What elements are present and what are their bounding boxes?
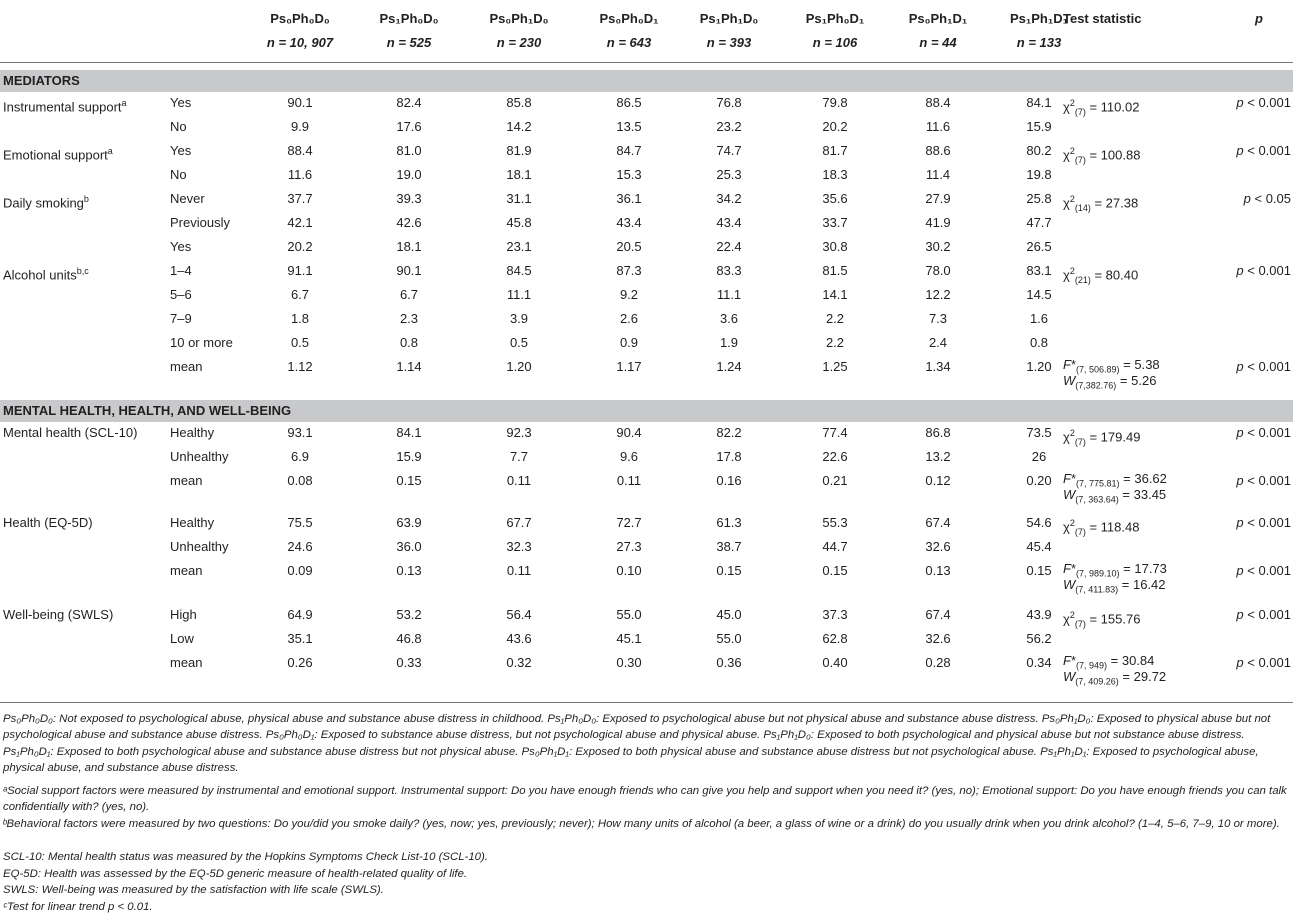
- header-n-row: [0, 32, 1293, 56]
- p-value: p < 0.001: [1236, 473, 1291, 488]
- cell-value: 0.11: [506, 473, 532, 488]
- test-statistic: $\chi^2_{(14)} = 27.38$: [1063, 194, 1139, 213]
- group-n-3: n = 643: [606, 35, 652, 50]
- variable-label: Health (EQ-5D): [3, 515, 93, 530]
- cell-value: 36.0: [396, 539, 422, 554]
- cell-value: 22.6: [822, 449, 848, 464]
- table-row: [0, 164, 1293, 188]
- table-row: [0, 212, 1293, 236]
- footnote-5: SWLS: Well-being was measured by the satisfaction with life scale (SWLS).: [3, 884, 384, 896]
- cell-value: 38.7: [716, 539, 742, 554]
- cell-value: 0.11: [616, 473, 642, 488]
- table-row: [0, 446, 1293, 470]
- cell-value: 15.3: [616, 167, 642, 182]
- cell-value: 7.7: [509, 449, 529, 464]
- cell-value: 27.9: [925, 191, 951, 206]
- footnote-2: ᵇBehavioral factors were measured by two questions: Do you/did you smoke daily? (yes, now; yes, previously; never); How many units of alcohol (a beer, a glass of wine or a drink) do you usually drink when you drink alcohol? (1–4, 5–6, 7–9, 10 or more).: [3, 818, 1280, 830]
- cell-value: 20.2: [287, 239, 313, 254]
- cell-value: 81.5: [822, 263, 848, 278]
- test-statistic-secondary: $W_{(7, 411.83)} = 16.42$: [1063, 577, 1166, 595]
- cell-value: 76.8: [716, 95, 742, 110]
- cell-value: 30.2: [925, 239, 951, 254]
- group-label-3: Ps₀Ph₀D₁: [599, 11, 659, 26]
- cell-value: 47.7: [1026, 215, 1052, 230]
- cell-value: 42.6: [396, 215, 422, 230]
- cell-value: 0.20: [1026, 473, 1052, 488]
- cell-value: 0.13: [396, 563, 422, 578]
- test-statistic-secondary: $W_{(7,382.76)} = 5.26$: [1063, 373, 1157, 391]
- cell-value: 0.08: [287, 473, 313, 488]
- cell-value: 53.2: [396, 607, 422, 622]
- cell-value: 63.9: [396, 515, 422, 530]
- cell-value: 11.6: [287, 167, 313, 182]
- cell-value: 18.1: [506, 167, 532, 182]
- table-row: [0, 284, 1293, 308]
- cell-value: 55.0: [616, 607, 642, 622]
- cell-value: 43.6: [506, 631, 532, 646]
- level-label: Unhealthy: [170, 449, 229, 464]
- cell-value: 41.9: [925, 215, 951, 230]
- group-label-2: Ps₀Ph₁D₀: [489, 11, 549, 26]
- group-n-2: n = 230: [496, 35, 542, 50]
- level-label: mean: [170, 473, 203, 488]
- cell-value: 92.3: [506, 425, 532, 440]
- cell-value: 39.3: [396, 191, 422, 206]
- cell-value: 2.6: [619, 311, 639, 326]
- cell-value: 1.14: [396, 359, 422, 374]
- table-row: [0, 188, 1293, 212]
- cell-value: 90.1: [396, 263, 422, 278]
- cell-value: 82.2: [716, 425, 742, 440]
- group-n-0: n = 10, 907: [266, 35, 334, 50]
- cell-value: 37.3: [822, 607, 848, 622]
- cell-value: 0.34: [1026, 655, 1052, 670]
- cell-value: 90.4: [616, 425, 642, 440]
- cell-value: 77.4: [822, 425, 848, 440]
- cell-value: 32.6: [925, 539, 951, 554]
- cell-value: 0.10: [616, 563, 642, 578]
- footnote-marker: b: [83, 194, 89, 204]
- cell-value: 0.5: [509, 335, 529, 350]
- level-label: 1–4: [170, 263, 192, 278]
- footnote-marker: b,c: [76, 266, 89, 276]
- cell-value: 0.8: [1029, 335, 1049, 350]
- cell-value: 43.4: [616, 215, 642, 230]
- cell-value: 26: [1031, 449, 1047, 464]
- footnote-3: SCL-10: Mental health status was measured by the Hopkins Symptoms Check List-10 (SCL-10).: [3, 851, 488, 863]
- cell-value: 31.1: [506, 191, 532, 206]
- cell-value: 78.0: [925, 263, 951, 278]
- test-statistic-header: Test statistic: [1063, 11, 1142, 26]
- variable-label: Mental health (SCL-10): [3, 425, 138, 440]
- cell-value: 83.1: [1026, 263, 1052, 278]
- footnote-4: EQ-5D: Health was assessed by the EQ-5D generic measure of health-related quality of life.: [3, 868, 468, 880]
- cell-value: 34.2: [716, 191, 742, 206]
- cell-value: 36.1: [616, 191, 642, 206]
- table-row: [0, 422, 1293, 446]
- cell-value: 0.15: [396, 473, 422, 488]
- level-label: mean: [170, 655, 203, 670]
- level-label: 5–6: [170, 287, 192, 302]
- cell-value: 75.5: [287, 515, 313, 530]
- variable-label: Daily smoking$^b$: [3, 194, 89, 211]
- level-label: Yes: [170, 143, 192, 158]
- cell-value: 23.2: [716, 119, 742, 134]
- level-label: High: [170, 607, 197, 622]
- cell-value: 1.34: [925, 359, 951, 374]
- cell-value: 56.4: [506, 607, 532, 622]
- cell-value: 45.1: [616, 631, 642, 646]
- cell-value: 33.7: [822, 215, 848, 230]
- cell-value: 44.7: [822, 539, 848, 554]
- group-n-1: n = 525: [386, 35, 432, 50]
- footnote-0: Ps₀Ph₀D₀: Not exposed to psychological abuse, physical abuse and substance abuse distress in childhood. Ps₁Ph₀D₀: Exposed to psychological abuse but not physical abuse and substance abuse distress. Ps₀Ph₁D₀: Exposed to physical abuse but not psychological abuse and substance abuse distress. Ps₀Ph₀D₁: Exposed to substance abuse distress, but not psychological abuse and physical abuse. Ps₁Ph₁D₀: Exposed to both psychological and physical abuse but not substance abuse distress. Ps₁Ph₀D₁: Exposed to both psychological abuse and substance abuse distress but not physical abuse. Ps₀Ph₁D₁: Exposed to both physical abuse and substance abuse distress but not psychological abuse. Ps₁Ph₁D₁: Exposed to psychological abuse, physical abuse, and substance abuse distress.: [3, 713, 1271, 774]
- cell-value: 1.25: [822, 359, 848, 374]
- variable-label: Instrumental support$^a$: [3, 98, 127, 115]
- cell-value: 26.5: [1026, 239, 1052, 254]
- cell-value: 6.9: [290, 449, 310, 464]
- section-mediators: MEDIATORS: [0, 70, 1293, 92]
- cell-value: 0.12: [925, 473, 951, 488]
- cell-value: 23.1: [506, 239, 532, 254]
- cell-value: 45.0: [716, 607, 742, 622]
- cell-value: 42.1: [287, 215, 313, 230]
- group-n-5: n = 106: [812, 35, 858, 50]
- group-label-6: Ps₀Ph₁D₁: [908, 11, 968, 26]
- cell-value: 0.15: [716, 563, 742, 578]
- cell-value: 0.40: [822, 655, 848, 670]
- cell-value: 1.8: [290, 311, 310, 326]
- cell-value: 35.1: [287, 631, 313, 646]
- table-row: [0, 356, 1293, 391]
- cell-value: 2.3: [399, 311, 419, 326]
- p-value: p < 0.001: [1236, 143, 1291, 158]
- footnote-6: ᶜTest for linear trend p < 0.01.: [3, 901, 153, 913]
- cell-value: 25.8: [1026, 191, 1052, 206]
- cell-value: 55.0: [716, 631, 742, 646]
- cell-value: 27.3: [616, 539, 642, 554]
- cell-value: 11.1: [506, 287, 532, 302]
- group-n-4: n = 393: [706, 35, 752, 50]
- cell-value: 90.1: [287, 95, 313, 110]
- cell-value: 62.8: [822, 631, 848, 646]
- level-label: Never: [170, 191, 205, 206]
- cell-value: 20.2: [822, 119, 848, 134]
- table-row: [0, 260, 1293, 284]
- test-statistic: $F*_{(7, 775.81)} = 36.62$: [1063, 471, 1167, 489]
- cell-value: 54.6: [1026, 515, 1052, 530]
- cell-value: 15.9: [1026, 119, 1052, 134]
- cell-value: 6.7: [399, 287, 419, 302]
- cell-value: 1.12: [287, 359, 313, 374]
- table-row: [0, 560, 1293, 595]
- table-row: [0, 140, 1293, 164]
- cell-value: 0.26: [287, 655, 313, 670]
- cell-value: 15.9: [396, 449, 422, 464]
- level-label: Yes: [170, 239, 192, 254]
- cell-value: 18.3: [822, 167, 848, 182]
- footnote-marker: a: [107, 146, 113, 156]
- p-value: p < 0.001: [1236, 563, 1291, 578]
- cell-value: 0.09: [287, 563, 313, 578]
- group-label-4: Ps₁Ph₁D₀: [699, 11, 759, 26]
- cell-value: 67.7: [506, 515, 532, 530]
- group-n-7: n = 133: [1016, 35, 1062, 50]
- cell-value: 86.8: [925, 425, 951, 440]
- test-statistic: $\chi^2_{(7)} = 118.48$: [1063, 518, 1140, 537]
- cell-value: 0.30: [616, 655, 642, 670]
- table-row: [0, 308, 1293, 332]
- cell-value: 3.9: [509, 311, 529, 326]
- cell-value: 93.1: [287, 425, 313, 440]
- cell-value: 25.3: [716, 167, 742, 182]
- cell-value: 0.16: [716, 473, 742, 488]
- cell-value: 14.2: [506, 119, 532, 134]
- cell-value: 79.8: [822, 95, 848, 110]
- level-label: 10 or more: [170, 335, 233, 350]
- cell-value: 82.4: [396, 95, 422, 110]
- section-mental-health: MENTAL HEALTH, HEALTH, AND WELL-BEING: [0, 400, 1293, 422]
- group-label-0: Ps₀Ph₀D₀: [270, 11, 330, 26]
- cell-value: 0.13: [925, 563, 951, 578]
- cell-value: 9.6: [619, 449, 639, 464]
- cell-value: 1.24: [716, 359, 742, 374]
- cell-value: 37.7: [287, 191, 313, 206]
- variable-label: Well-being (SWLS): [3, 607, 114, 622]
- group-label-7: Ps₁Ph₁D₁: [1009, 11, 1069, 26]
- level-label: Previously: [170, 215, 230, 230]
- cell-value: 11.6: [925, 119, 951, 134]
- cell-value: 9.9: [290, 119, 310, 134]
- cell-value: 3.6: [719, 311, 739, 326]
- variable-label: Emotional support$^a$: [3, 146, 113, 163]
- footnote-1: ᵃSocial support factors were measured by instrumental and emotional support. Instrumental support: Do you have enough friends who can give you help and support when you need it? (yes, no); Emotional support: Do you have enough friends you can talk confidentially with? (yes, no).: [3, 785, 1287, 814]
- cell-value: 1.20: [506, 359, 532, 374]
- cell-value: 45.8: [506, 215, 532, 230]
- cell-value: 88.6: [925, 143, 951, 158]
- cell-value: 24.6: [287, 539, 313, 554]
- cell-value: 0.5: [290, 335, 310, 350]
- test-statistic: $\chi^2_{(7)} = 100.88$: [1063, 146, 1141, 165]
- cell-value: 17.8: [716, 449, 742, 464]
- cell-value: 87.3: [616, 263, 642, 278]
- table-row: [0, 604, 1293, 628]
- p-header: p: [1255, 11, 1263, 26]
- cell-value: 80.2: [1026, 143, 1052, 158]
- cell-value: 12.2: [925, 287, 951, 302]
- level-label: Healthy: [170, 515, 215, 530]
- table-row: [0, 512, 1293, 536]
- table-row: [0, 116, 1293, 140]
- p-value: p < 0.05: [1243, 191, 1291, 206]
- test-statistic-secondary: $W_{(7, 363.64)} = 33.45$: [1063, 487, 1167, 505]
- group-label-5: Ps₁Ph₀D₁: [805, 11, 865, 26]
- cell-value: 7.3: [928, 311, 948, 326]
- cell-value: 67.4: [925, 515, 951, 530]
- cell-value: 17.6: [396, 119, 422, 134]
- cell-value: 30.8: [822, 239, 848, 254]
- test-statistic: $\chi^2_{(21)} = 80.40$: [1063, 266, 1139, 285]
- cell-value: 1.9: [719, 335, 739, 350]
- p-value: p < 0.001: [1236, 263, 1291, 278]
- test-statistic: $F*_{(7, 506.89)} = 5.38$: [1063, 357, 1160, 375]
- level-label: mean: [170, 563, 203, 578]
- table-row: [0, 236, 1293, 260]
- p-value: p < 0.001: [1236, 655, 1291, 670]
- cell-value: 81.0: [396, 143, 422, 158]
- table-row: [0, 332, 1293, 356]
- cell-value: 74.7: [716, 143, 742, 158]
- cell-value: 84.5: [506, 263, 532, 278]
- group-label-1: Ps₁Ph₀D₀: [379, 11, 439, 26]
- cell-value: 19.8: [1026, 167, 1052, 182]
- cell-value: 0.8: [399, 335, 419, 350]
- cell-value: 11.4: [925, 167, 951, 182]
- cell-value: 2.2: [825, 311, 845, 326]
- cell-value: 1.6: [1029, 311, 1049, 326]
- table-row: [0, 628, 1293, 652]
- footnote-marker: a: [121, 98, 127, 108]
- cell-value: 0.11: [506, 563, 532, 578]
- level-label: 7–9: [170, 311, 192, 326]
- cell-value: 81.9: [506, 143, 532, 158]
- table-row: [0, 652, 1293, 687]
- level-label: No: [170, 119, 187, 134]
- cell-value: 43.4: [716, 215, 742, 230]
- cell-value: 0.32: [506, 655, 532, 670]
- cell-value: 0.28: [925, 655, 951, 670]
- cell-value: 86.5: [616, 95, 642, 110]
- cell-value: 0.21: [822, 473, 848, 488]
- cell-value: 84.1: [396, 425, 422, 440]
- cell-value: 1.17: [616, 359, 642, 374]
- level-label: mean: [170, 359, 203, 374]
- p-value: p < 0.001: [1236, 95, 1291, 110]
- test-statistic: $\chi^2_{(7)} = 155.76$: [1063, 610, 1141, 629]
- cell-value: 55.3: [822, 515, 848, 530]
- cell-value: 2.4: [928, 335, 948, 350]
- cell-value: 45.4: [1026, 539, 1052, 554]
- p-value: p < 0.001: [1236, 607, 1291, 622]
- test-statistic: $F*_{(7, 949)} = 30.84$: [1063, 653, 1155, 671]
- cell-value: 43.9: [1026, 607, 1052, 622]
- cell-value: 2.2: [825, 335, 845, 350]
- cell-value: 56.2: [1026, 631, 1052, 646]
- p-value: p < 0.001: [1236, 515, 1291, 530]
- header-row: [0, 8, 1293, 32]
- header-rule: [0, 62, 1293, 63]
- p-value: p < 0.001: [1236, 425, 1291, 440]
- cell-value: 14.5: [1026, 287, 1052, 302]
- cell-value: 67.4: [925, 607, 951, 622]
- cell-value: 0.9: [619, 335, 639, 350]
- level-label: Low: [170, 631, 194, 646]
- cell-value: 83.3: [716, 263, 742, 278]
- level-label: Yes: [170, 95, 192, 110]
- cell-value: 22.4: [716, 239, 742, 254]
- cell-value: 85.8: [506, 95, 532, 110]
- cell-value: 9.2: [619, 287, 639, 302]
- p-value: p < 0.001: [1236, 359, 1291, 374]
- level-label: Unhealthy: [170, 539, 229, 554]
- cell-value: 20.5: [616, 239, 642, 254]
- cell-value: 81.7: [822, 143, 848, 158]
- cell-value: 0.36: [716, 655, 742, 670]
- cell-value: 73.5: [1026, 425, 1052, 440]
- cell-value: 19.0: [396, 167, 422, 182]
- cell-value: 88.4: [287, 143, 313, 158]
- cell-value: 1.20: [1026, 359, 1052, 374]
- table-bottom-rule: [0, 702, 1293, 703]
- table-row: [0, 536, 1293, 560]
- cell-value: 84.1: [1026, 95, 1052, 110]
- cell-value: 64.9: [287, 607, 313, 622]
- table-row: [0, 470, 1293, 505]
- cell-value: 0.15: [1026, 563, 1052, 578]
- cell-value: 13.5: [616, 119, 642, 134]
- level-label: No: [170, 167, 187, 182]
- cell-value: 32.6: [925, 631, 951, 646]
- cell-value: 18.1: [396, 239, 422, 254]
- cell-value: 0.15: [822, 563, 848, 578]
- cell-value: 32.3: [506, 539, 532, 554]
- test-statistic: $F*_{(7, 989.10)} = 17.73$: [1063, 561, 1167, 579]
- cell-value: 72.7: [616, 515, 642, 530]
- cell-value: 61.3: [716, 515, 742, 530]
- test-statistic-secondary: $W_{(7, 409.26)} = 29.72$: [1063, 669, 1167, 687]
- test-statistic: $\chi^2_{(7)} = 110.02$: [1063, 98, 1140, 117]
- cell-value: 35.6: [822, 191, 848, 206]
- cell-value: 88.4: [925, 95, 951, 110]
- variable-label: Alcohol units$^{b,c}$: [3, 266, 89, 283]
- group-n-6: n = 44: [919, 35, 957, 50]
- cell-value: 84.7: [616, 143, 642, 158]
- cell-value: 11.1: [716, 287, 742, 302]
- cell-value: 0.33: [396, 655, 422, 670]
- level-label: Healthy: [170, 425, 215, 440]
- test-statistic: $\chi^2_{(7)} = 179.49$: [1063, 428, 1141, 447]
- cell-value: 91.1: [287, 263, 313, 278]
- cell-value: 14.1: [822, 287, 848, 302]
- cell-value: 46.8: [396, 631, 422, 646]
- cell-value: 13.2: [925, 449, 951, 464]
- table-row: [0, 92, 1293, 116]
- cell-value: 6.7: [290, 287, 310, 302]
